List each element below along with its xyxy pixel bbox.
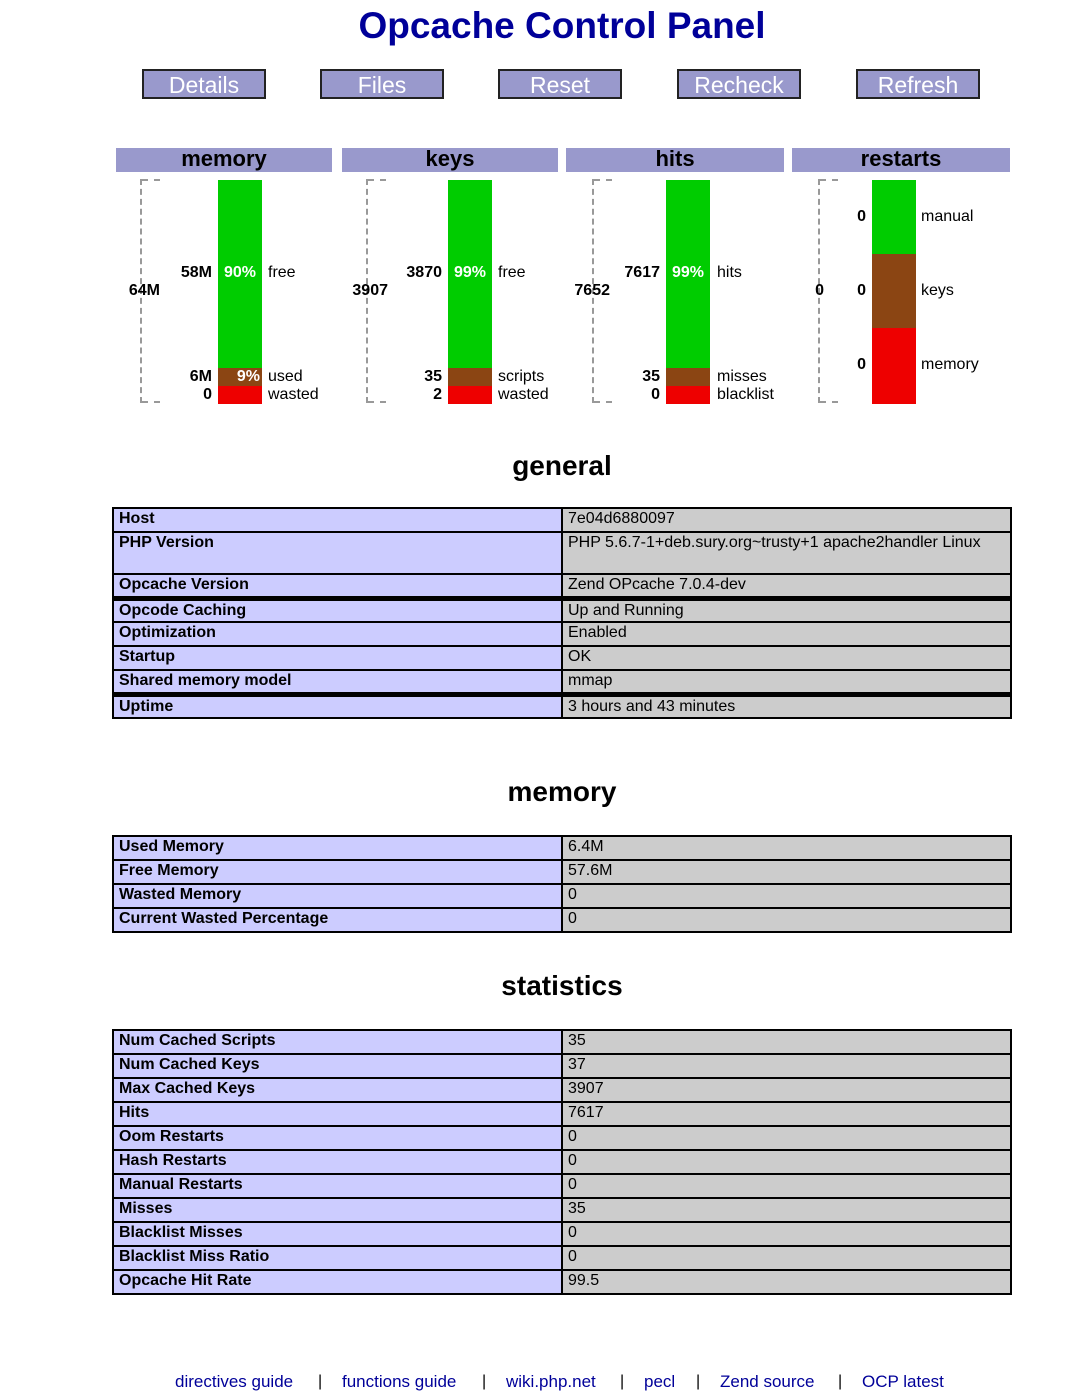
table-row (113, 694, 1011, 718)
row-value: OK (562, 646, 1011, 670)
footer-separator: | (838, 1373, 843, 1390)
table-row (113, 884, 1011, 908)
table-row (113, 860, 1011, 884)
row-value: 7617 (562, 1102, 1011, 1126)
row-key: PHP Version (113, 532, 562, 574)
restarts-keys-value: 0 (857, 282, 866, 299)
row-value: 57.6M (562, 860, 1011, 884)
row-value: 7e04d6880097 (562, 508, 1011, 532)
restarts-memory-value: 0 (857, 356, 866, 373)
row-value: 35 (562, 1198, 1011, 1222)
keys-scripts-value: 35 (424, 368, 442, 385)
general-table (112, 507, 1012, 719)
row-key: Max Cached Keys (113, 1078, 562, 1102)
row-key: Optimization (113, 622, 562, 646)
table-row (113, 1030, 1011, 1054)
hits-misses-value: 35 (642, 368, 660, 385)
table-row (113, 574, 1011, 598)
reset-button[interactable]: Reset (498, 69, 622, 99)
memory-used-label: used (268, 368, 303, 385)
ocp-latest-link[interactable]: OCP latest (862, 1372, 944, 1391)
table-row (113, 532, 1011, 574)
memory-total: 64M (128, 282, 160, 299)
restarts-graph-header: restarts (792, 148, 1010, 172)
row-value: 0 (562, 1126, 1011, 1150)
table-row (113, 598, 1011, 622)
row-value: 0 (562, 1174, 1011, 1198)
functions-guide-link[interactable]: functions guide (342, 1372, 457, 1391)
table-row (113, 1078, 1011, 1102)
row-key: Hits (113, 1102, 562, 1126)
memory-wasted-value: 0 (203, 386, 212, 403)
restarts-keys-bar (872, 254, 916, 328)
table-row (113, 670, 1011, 694)
row-value: 35 (562, 1030, 1011, 1054)
row-value: 6.4M (562, 836, 1011, 860)
keys-wasted-value: 2 (433, 386, 442, 403)
wiki-php-net-link[interactable]: wiki.php.net (506, 1372, 596, 1391)
row-key: Misses (113, 1198, 562, 1222)
row-value: Zend OPcache 7.0.4-dev (562, 574, 1011, 598)
hits-blacklist-bar (666, 386, 710, 404)
restarts-manual-value: 0 (857, 208, 866, 225)
restarts-manual-label: manual (921, 208, 974, 225)
memory-free-label: free (268, 264, 296, 281)
row-value: 99.5 (562, 1270, 1011, 1294)
table-row (113, 508, 1011, 532)
footer-separator: | (318, 1373, 323, 1390)
hits-total: 7652 (574, 282, 610, 299)
statistics-title: statistics (501, 970, 623, 1001)
memory-free-pct: 90% (223, 264, 257, 281)
zend-source-link[interactable]: Zend source (720, 1372, 815, 1391)
directives-guide-link[interactable]: directives guide (175, 1372, 294, 1391)
hits-blacklist-label: blacklist (717, 386, 774, 403)
table-row (113, 622, 1011, 646)
keys-scripts-bar (448, 368, 492, 386)
hits-misses-label: misses (717, 368, 767, 385)
row-value: 37 (562, 1054, 1011, 1078)
keys-scripts-label: scripts (498, 368, 545, 385)
memory-used-value: 6M (189, 368, 212, 385)
keys-wasted-label: wasted (498, 386, 549, 403)
footer-separator: | (696, 1373, 701, 1390)
page-title: Opcache Control Panel (358, 5, 766, 46)
row-value: PHP 5.6.7-1+deb.sury.org~trusty+1 apache2handler Linux (562, 532, 1011, 574)
memory-free-value: 58M (180, 264, 212, 281)
row-key: Hash Restarts (113, 1150, 562, 1174)
table-row (113, 1270, 1011, 1294)
table-row (113, 1054, 1011, 1078)
memory-used-pct: 9% (236, 368, 260, 385)
table-row (113, 1174, 1011, 1198)
keys-graph-header: keys (342, 148, 558, 172)
restarts-total: 0 (815, 282, 824, 299)
row-key: Opcache Version (113, 574, 562, 598)
row-key: Blacklist Misses (113, 1222, 562, 1246)
table-row (113, 1222, 1011, 1246)
memory-wasted-bar (218, 386, 262, 404)
hits-hits-value: 7617 (624, 264, 660, 281)
memory-table (112, 835, 1012, 933)
row-key: Shared memory model (113, 670, 562, 694)
row-key: Num Cached Scripts (113, 1030, 562, 1054)
table-row (113, 1150, 1011, 1174)
restarts-manual-bar (872, 180, 916, 254)
row-key: Blacklist Miss Ratio (113, 1246, 562, 1270)
table-row (113, 908, 1011, 932)
keys-free-pct: 99% (453, 264, 487, 281)
table-row (113, 1102, 1011, 1126)
row-value: 0 (562, 1246, 1011, 1270)
statistics-table (112, 1029, 1012, 1295)
row-value: 0 (562, 884, 1011, 908)
row-value: 0 (562, 1222, 1011, 1246)
row-key: Num Cached Keys (113, 1054, 562, 1078)
row-value: 0 (562, 1150, 1011, 1174)
row-key: Used Memory (113, 836, 562, 860)
table-row (113, 1126, 1011, 1150)
row-value: 0 (562, 908, 1011, 932)
keys-free-value: 3870 (406, 264, 442, 281)
keys-wasted-bar (448, 386, 492, 404)
row-key: Current Wasted Percentage (113, 908, 562, 932)
hits-graph-header: hits (566, 148, 784, 172)
files-button[interactable]: Files (320, 69, 444, 99)
recheck-button[interactable]: Recheck (677, 69, 801, 99)
row-key: Opcode Caching (113, 598, 562, 622)
table-row (113, 646, 1011, 670)
footer-separator: | (482, 1373, 487, 1390)
row-key: Free Memory (113, 860, 562, 884)
row-value: 3 hours and 43 minutes (562, 694, 1011, 718)
restarts-memory-label: memory (921, 356, 979, 373)
row-value: 3907 (562, 1078, 1011, 1102)
row-key: Wasted Memory (113, 884, 562, 908)
restarts-keys-label: keys (921, 282, 954, 299)
restarts-memory-bar (872, 328, 916, 404)
footer-separator: | (620, 1373, 625, 1390)
row-key: Startup (113, 646, 562, 670)
row-value: mmap (562, 670, 1011, 694)
pecl-link[interactable]: pecl (644, 1372, 676, 1391)
memory-graph-header: memory (116, 148, 332, 172)
row-key: Oom Restarts (113, 1126, 562, 1150)
refresh-button[interactable]: Refresh (856, 69, 980, 99)
memory-wasted-label: wasted (268, 386, 319, 403)
keys-free-label: free (498, 264, 526, 281)
general-title: general (512, 450, 612, 481)
row-key: Manual Restarts (113, 1174, 562, 1198)
row-value: Up and Running (562, 598, 1011, 622)
keys-total: 3907 (352, 282, 388, 299)
table-row (113, 1246, 1011, 1270)
hits-misses-bar (666, 368, 710, 386)
hits-hits-label: hits (717, 264, 742, 281)
table-row (113, 1198, 1011, 1222)
table-row (113, 836, 1011, 860)
row-key: Uptime (113, 694, 562, 718)
row-key: Host (113, 508, 562, 532)
row-key: Opcache Hit Rate (113, 1270, 562, 1294)
hits-blacklist-value: 0 (651, 386, 660, 403)
details-button[interactable]: Details (142, 69, 266, 99)
memory-title: memory (507, 776, 617, 807)
hits-hits-pct: 99% (671, 264, 705, 281)
row-value: Enabled (562, 622, 1011, 646)
